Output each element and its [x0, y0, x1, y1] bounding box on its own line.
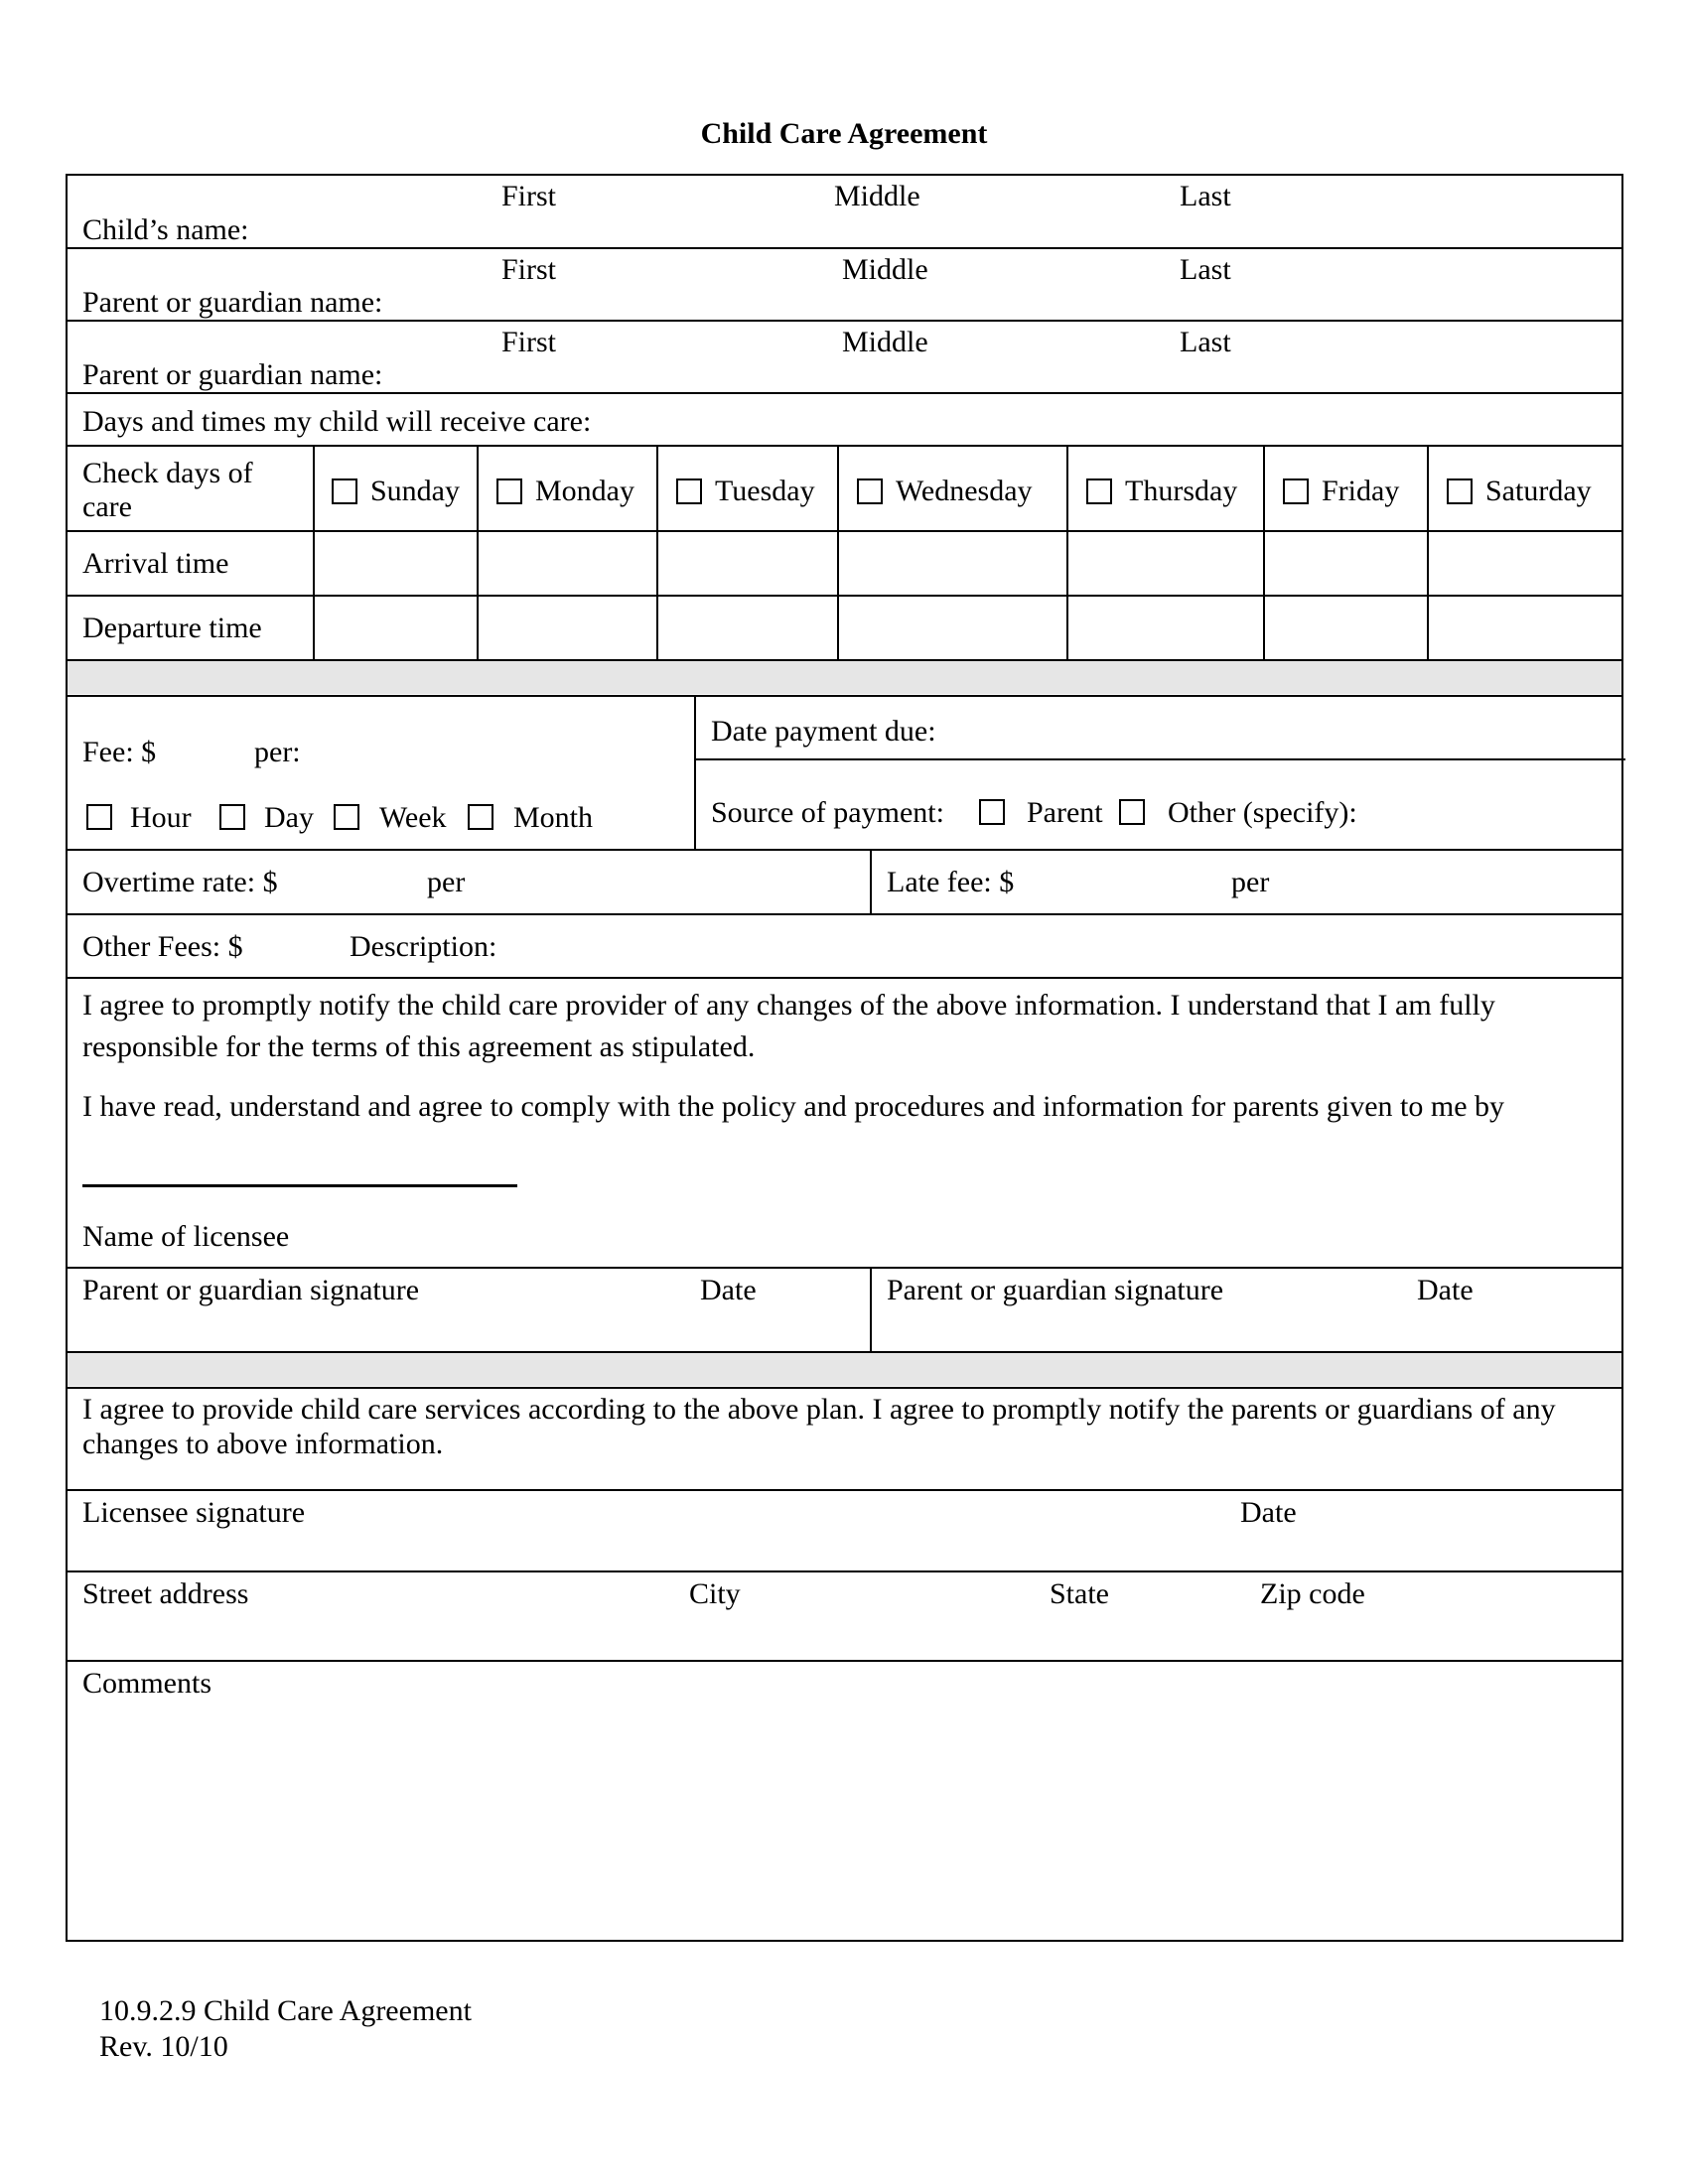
overtime-per-label: per [427, 866, 466, 898]
overtime-rate-label: Overtime rate: $ [82, 866, 278, 898]
licensee-name-line[interactable] [82, 1184, 517, 1187]
other-payment-checkbox[interactable] [1119, 799, 1145, 825]
thursday-checkbox[interactable] [1086, 478, 1112, 504]
grid-line [837, 445, 839, 659]
check-days-label: Check days of care [82, 457, 253, 523]
grid-line [1427, 445, 1429, 659]
saturday-checkbox[interactable] [1447, 478, 1473, 504]
sunday-checkbox[interactable] [332, 478, 357, 504]
form-number: 10.9.2.9 Child Care Agreement [99, 1994, 472, 2027]
licensee-name-label: Name of licensee [82, 1220, 290, 1253]
policy-acknowledgment-text: I have read, understand and agree to comply with the policy and procedures and information for parents given to me by [82, 1090, 1505, 1123]
friday-checkbox[interactable] [1283, 478, 1309, 504]
parent-payment-checkbox[interactable] [979, 799, 1005, 825]
agreement-form [66, 174, 1623, 1942]
last-name-caption: Last [1180, 180, 1231, 212]
late-fee-per-label: per [1231, 866, 1270, 898]
shaded-separator [68, 661, 1621, 694]
street-address-label: Street address [82, 1577, 249, 1610]
divider [68, 392, 1621, 394]
other-fees-label: Other Fees: $ [82, 930, 243, 963]
divider [68, 977, 1621, 979]
form-title: Child Care Agreement [700, 117, 988, 150]
saturday-label: Saturday [1485, 475, 1592, 507]
day-label: Day [264, 801, 314, 834]
grid-line [1263, 445, 1265, 659]
arrival-time-label: Arrival time [82, 547, 229, 580]
parent-signature-date-label-1: Date [700, 1274, 757, 1306]
parent-name-label-1: Parent or guardian name: [82, 286, 383, 319]
parent-signature-field-2[interactable] [872, 1269, 1623, 1350]
departure-time-fields[interactable] [315, 597, 1621, 658]
middle-name-caption: Middle [834, 180, 920, 212]
parent-signature-field-1[interactable] [70, 1269, 868, 1350]
tuesday-label: Tuesday [715, 475, 815, 507]
child-name-field[interactable] [365, 178, 1617, 245]
address-field[interactable] [70, 1572, 1623, 1658]
provider-agreement-text: I agree to provide child care services according to the above plan. I agree to promptly notify the parents or guardians of any changes to above information. [82, 1393, 1556, 1460]
licensee-signature-field[interactable] [70, 1491, 1623, 1569]
monday-label: Monday [535, 475, 634, 507]
licensee-signature-date-label: Date [1240, 1496, 1297, 1529]
shaded-separator [68, 1353, 1621, 1386]
middle-name-caption: Middle [842, 326, 928, 358]
week-checkbox[interactable] [334, 804, 359, 830]
grid-line [477, 445, 479, 659]
divider [68, 1387, 1621, 1389]
first-name-caption: First [501, 326, 557, 358]
first-name-caption: First [501, 253, 557, 286]
divider [68, 247, 1621, 249]
grid-line [656, 445, 658, 659]
schedule-heading: Days and times my child will receive care: [82, 405, 592, 438]
revision-date: Rev. 10/10 [99, 2030, 228, 2063]
last-name-caption: Last [1180, 326, 1231, 358]
licensee-signature-label: Licensee signature [82, 1496, 306, 1529]
parent-name-field-1[interactable] [445, 250, 1617, 318]
late-fee-label: Late fee: $ [887, 866, 1015, 898]
divider [694, 758, 1625, 760]
week-label: Week [379, 801, 447, 834]
parent-name-label-2: Parent or guardian name: [82, 358, 383, 391]
fee-label: Fee: $ [82, 736, 157, 768]
middle-name-caption: Middle [842, 253, 928, 286]
form-footer [99, 1993, 472, 2065]
wednesday-checkbox[interactable] [857, 478, 883, 504]
parent-payment-label: Parent [1027, 796, 1103, 829]
sunday-label: Sunday [370, 475, 460, 507]
divider [68, 695, 1621, 697]
grid-line [1066, 445, 1068, 659]
state-label: State [1050, 1577, 1109, 1610]
hour-checkbox[interactable] [86, 804, 112, 830]
divider [68, 445, 1621, 447]
grid-line [694, 695, 696, 849]
parent-signature-label-2: Parent or guardian signature [887, 1274, 1224, 1306]
grid-line [313, 445, 315, 659]
last-name-caption: Last [1180, 253, 1231, 286]
tuesday-checkbox[interactable] [676, 478, 702, 504]
parent-name-field-2[interactable] [445, 323, 1617, 390]
comments-label: Comments [82, 1667, 212, 1700]
friday-label: Friday [1322, 475, 1400, 507]
date-payment-due-label: Date payment due: [711, 715, 936, 748]
zip-code-label: Zip code [1260, 1577, 1365, 1610]
city-label: City [689, 1577, 741, 1610]
hour-label: Hour [130, 801, 192, 834]
date-payment-due-field[interactable] [966, 699, 1617, 756]
month-label: Month [513, 801, 594, 834]
parent-signature-date-label-2: Date [1417, 1274, 1474, 1306]
departure-time-label: Departure time [82, 612, 262, 644]
description-field[interactable] [504, 916, 1617, 974]
grid-line [870, 849, 872, 913]
divider [68, 1660, 1621, 1662]
divider [68, 849, 1621, 851]
month-checkbox[interactable] [468, 804, 493, 830]
parent-signature-label-1: Parent or guardian signature [82, 1274, 420, 1306]
wednesday-label: Wednesday [896, 475, 1033, 507]
arrival-time-fields[interactable] [315, 532, 1621, 594]
comments-field[interactable] [70, 1709, 1623, 1938]
thursday-label: Thursday [1125, 475, 1238, 507]
monday-checkbox[interactable] [496, 478, 522, 504]
other-payment-label: Other (specify): [1168, 796, 1357, 829]
source-of-payment-label: Source of payment: [711, 796, 944, 829]
first-name-caption: First [501, 180, 557, 212]
parent-agreement-text: I agree to promptly notify the child care provider of any changes of the above information. I understand that I am fully responsible for the terms of this agreement as stipulated. [82, 989, 1495, 1063]
divider [68, 913, 1621, 915]
fee-per-label: per: [254, 736, 301, 768]
child-name-label: Child’s name: [82, 213, 249, 246]
divider [68, 320, 1621, 322]
description-label: Description: [350, 930, 497, 963]
day-checkbox[interactable] [219, 804, 245, 830]
